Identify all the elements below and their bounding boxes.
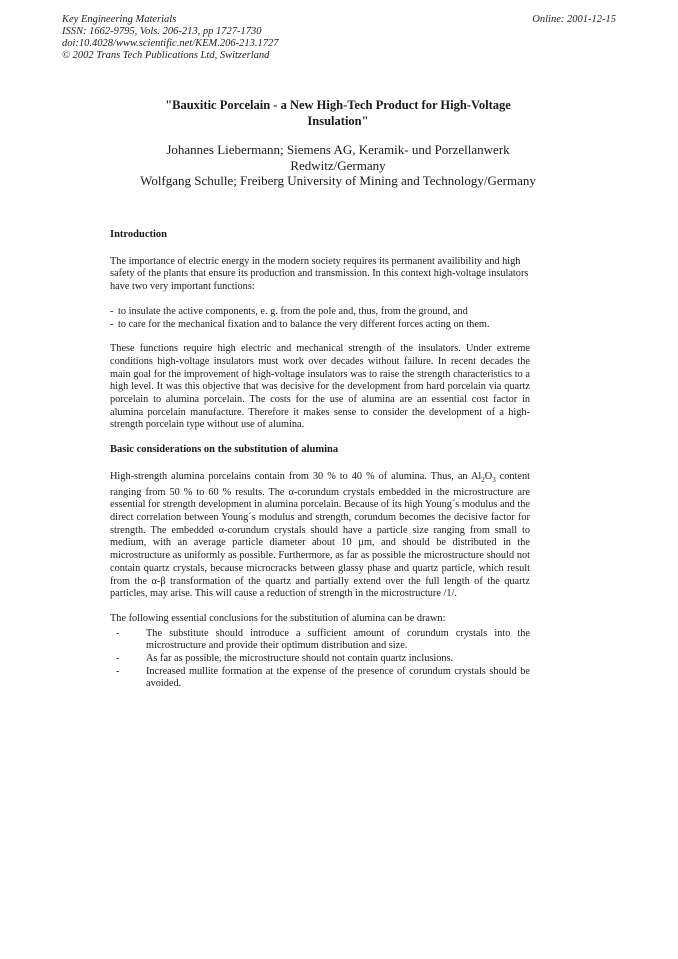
list-item — [110, 653, 530, 666]
author-line-1: Johannes Liebermann; Siemens AG, Keramik- und Porzellanwerk — [166, 142, 510, 157]
title-line-2: Insulation" — [307, 114, 369, 128]
author-line-2: Redwitz/Germany — [290, 157, 386, 173]
paper-body — [110, 229, 530, 691]
list-item — [110, 628, 530, 653]
intro-paragraph-2: These functions require high electric and mechanical strength of the insulators. Under extreme conditions high-voltage insulators must work over decades without failure. In recent decades the main goal for the improvement of high-voltage insulators was to raise the strength characteristics to a high level. It was this objective that was decisive for the development from hard porcelain via quartz porcelain to alumina porcelain. The costs for the use of alumina are an essential cost factor in alumina porcelain manufacture. Therefore it makes sense to consider the development of a high-strength porcelain type without use of alumina. — [110, 343, 530, 431]
basic-paragraph-1: High-strength alumina porcelains contain from 30 % to 40 % of alumina. Thus, an $Al_2O_3$ content ranging from 50 % to 60 % results. The α-corundum crystals embedded in the microstructure are essential for strength development in alumina porcelain. Because of its high Young´s modulus and the direct correlation between Young´s modulus and strength, corundum becomes the decisive factor for strength. The embedded α-corundum crystals should have a particle size ranging from small to medium, with an average particle diameter about 10 µm, and should be distributed in the microstructure as uniformly as possible. Furthermore, as far as possible the microstructure should not contain quartz crystals, because microcracks between glassy phase and quartz particle, which result from the α-β transformation of the quartz and partially extend over the full length of the quartz particles, may arise. This will cause a reduction of strength in the microstructure /1/. — [110, 470, 530, 600]
list-bullet: - — [110, 305, 114, 317]
copyright-line: © 2002 Trans Tech Publications Ltd, Switzerland — [62, 50, 270, 61]
basic-paragraph-2: The following essential conclusions for the substitution of alumina can be drawn: — [110, 612, 446, 624]
basic-considerations-heading: Basic considerations on the substitution of alumina — [110, 444, 339, 456]
list-bullet: - — [110, 318, 114, 330]
introduction-heading: Introduction — [110, 229, 167, 240]
list-item — [110, 306, 530, 319]
issn-line: ISSN: 1662-9795, Vols. 206-213, pp 1727-1730 — [62, 26, 262, 37]
list-item-text: to insulate the active components, e. g. from the pole and, thus, from the ground, and — [118, 305, 468, 317]
page-header — [62, 14, 616, 62]
paper-title — [110, 97, 566, 129]
conclusions-list — [110, 628, 530, 692]
list-item — [110, 666, 530, 691]
list-item — [110, 319, 530, 332]
list-bullet: - — [116, 627, 120, 639]
doi-line: doi:10.4028/www.scientific.net/KEM.206-213.1727 — [62, 38, 279, 49]
list-bullet: - — [116, 653, 120, 665]
functions-list — [110, 306, 530, 331]
authors-block — [90, 142, 586, 189]
author-line-3: Wolfgang Schulle; Freiberg University of Mining and Technology/Germany — [140, 173, 536, 188]
list-item-text: to care for the mechanical fixation and to balance the very different forces acting on them. — [118, 318, 490, 330]
list-item-text: Increased mullite formation at the expense of the presence of corundum crystals should be avoided. — [146, 665, 530, 690]
list-bullet: - — [116, 665, 120, 677]
list-item-text: As far as possible, the microstructure should not contain quartz inclusions. — [146, 653, 454, 665]
journal-name: Key Engineering Materials — [62, 14, 177, 25]
title-line-1: "Bauxitic Porcelain - a New High-Tech Product for High-Voltage — [165, 98, 511, 112]
list-item-text: The substitute should introduce a sufficient amount of corundum crystals into the microstructure and provide their optimum distribution and size. — [146, 627, 530, 652]
online-date: Online: 2001-12-15 — [532, 14, 616, 25]
intro-paragraph-1: The importance of electric energy in the modern society requires its permanent availibility and high safety of the plants that ensure its production and transmission. In this context high-voltage insulators have two very important functions: — [110, 255, 529, 293]
